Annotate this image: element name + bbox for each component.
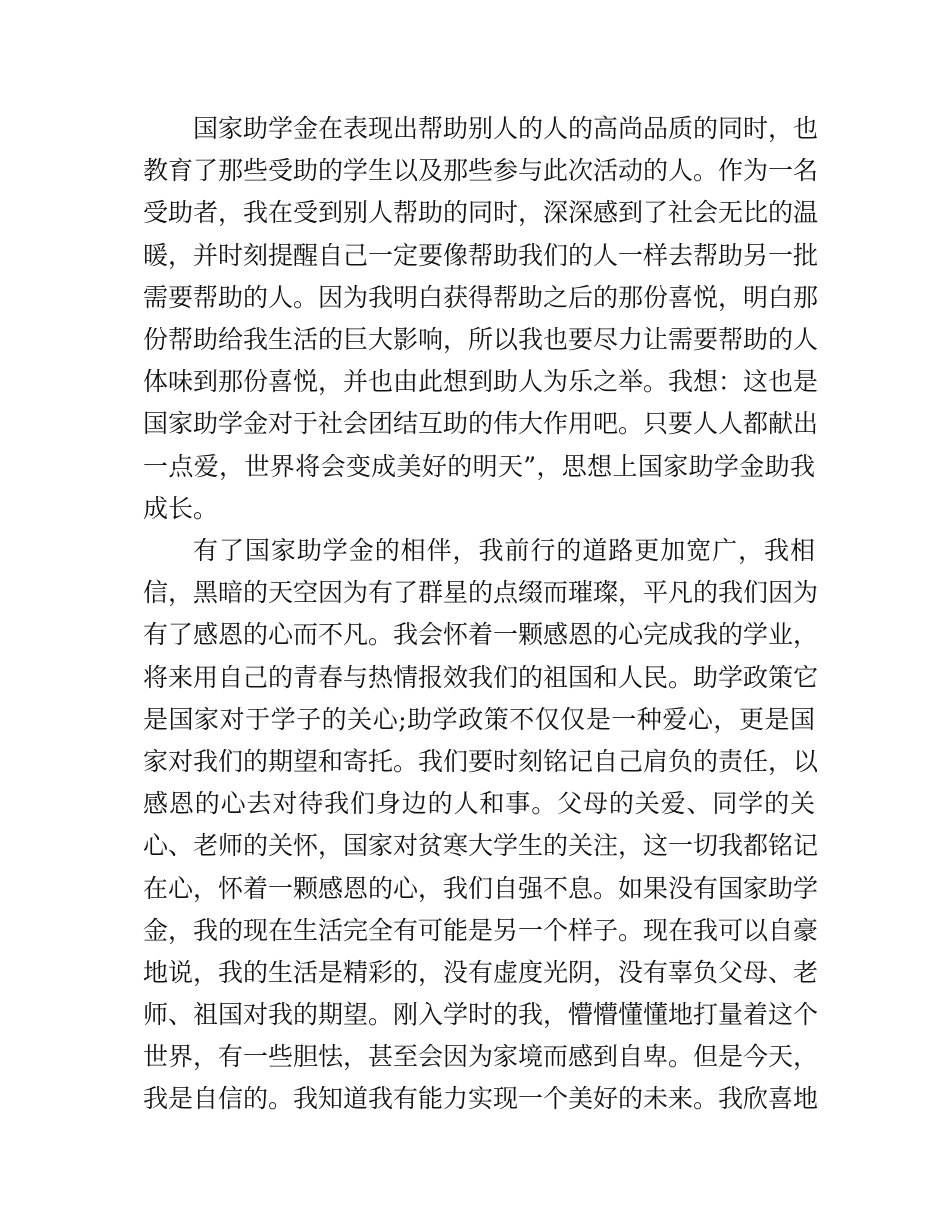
- paragraph-line: 有了感恩的心而不凡。我会怀着一颗感恩的心完成我的学业，: [143, 620, 819, 650]
- paragraph-2: [143, 530, 819, 1121]
- paragraph-line: 暖，并时刻提醒自己一定要像帮助我们的人一样去帮助另一批: [143, 240, 819, 270]
- paragraph-line: 感恩的心去对待我们身边的人和事。父母的关爱、同学的关: [143, 789, 815, 819]
- paragraph-line: 是国家对于学子的关心;助学政策不仅仅是一种爱心，更是国: [143, 704, 815, 734]
- paragraph-line: 世界，有一些胆怯，甚至会因为家境而感到自卑。但是今天，: [143, 1042, 819, 1072]
- paragraph-line: 金，我的现在生活完全有可能是另一个样子。现在我可以自豪: [143, 915, 819, 945]
- paragraph-line: 国家助学金对于社会团结互助的伟大作用吧。只要人人都献出: [143, 409, 819, 439]
- paragraph-line: 份帮助给我生活的巨大影响，所以我也要尽力让需要帮助的人: [143, 324, 819, 354]
- paragraph-line: 我是自信的。我知道我有能力实现一个美好的未来。我欣喜地: [143, 1084, 819, 1114]
- paragraph-line: 师、祖国对我的期望。刚入学时的我，懵懵懂懂地打量着这个: [143, 1000, 819, 1030]
- paragraph-line: 家对我们的期望和寄托。我们要时刻铭记自己肩负的责任，以: [143, 746, 819, 776]
- paragraph-line: 一点爱，世界将会变成美好的明天”，思想上国家助学金助我: [143, 451, 815, 481]
- paragraph-line: 信，黑暗的天空因为有了群星的点缀而璀璨，平凡的我们因为: [143, 578, 819, 608]
- paragraph-line: 在心，怀着一颗感恩的心，我们自强不息。如果没有国家助学: [143, 873, 819, 903]
- paragraph-line: 将来用自己的青春与热情报效我们的祖国和人民。助学政策它: [143, 662, 819, 692]
- paragraph-line: 地说，我的生活是精彩的，没有虚度光阴，没有辜负父母、老: [143, 957, 819, 987]
- paragraph-line: 教育了那些受助的学生以及那些参与此次活动的人。作为一名: [143, 156, 819, 186]
- paragraph-line: 有了国家助学金的相伴，我前行的道路更加宽广，我相: [193, 536, 815, 565]
- paragraph-line: 国家助学金在表现出帮助别人的人的高尚品质的同时，也: [193, 114, 819, 143]
- paragraph-line: 成长。: [143, 493, 219, 523]
- paragraph-line: 心、老师的关怀，国家对贫寒大学生的关注，这一切我都铭记: [143, 831, 819, 861]
- paragraph-line: 受助者，我在受到别人帮助的同时，深深感到了社会无比的温: [143, 198, 819, 228]
- paragraph-line: 体味到那份喜悦，并也由此想到助人为乐之举。我想：这也是: [143, 367, 819, 397]
- paragraph-line: 需要帮助的人。因为我明白获得帮助之后的那份喜悦，明白那: [143, 282, 819, 312]
- paragraph-1: [143, 108, 819, 530]
